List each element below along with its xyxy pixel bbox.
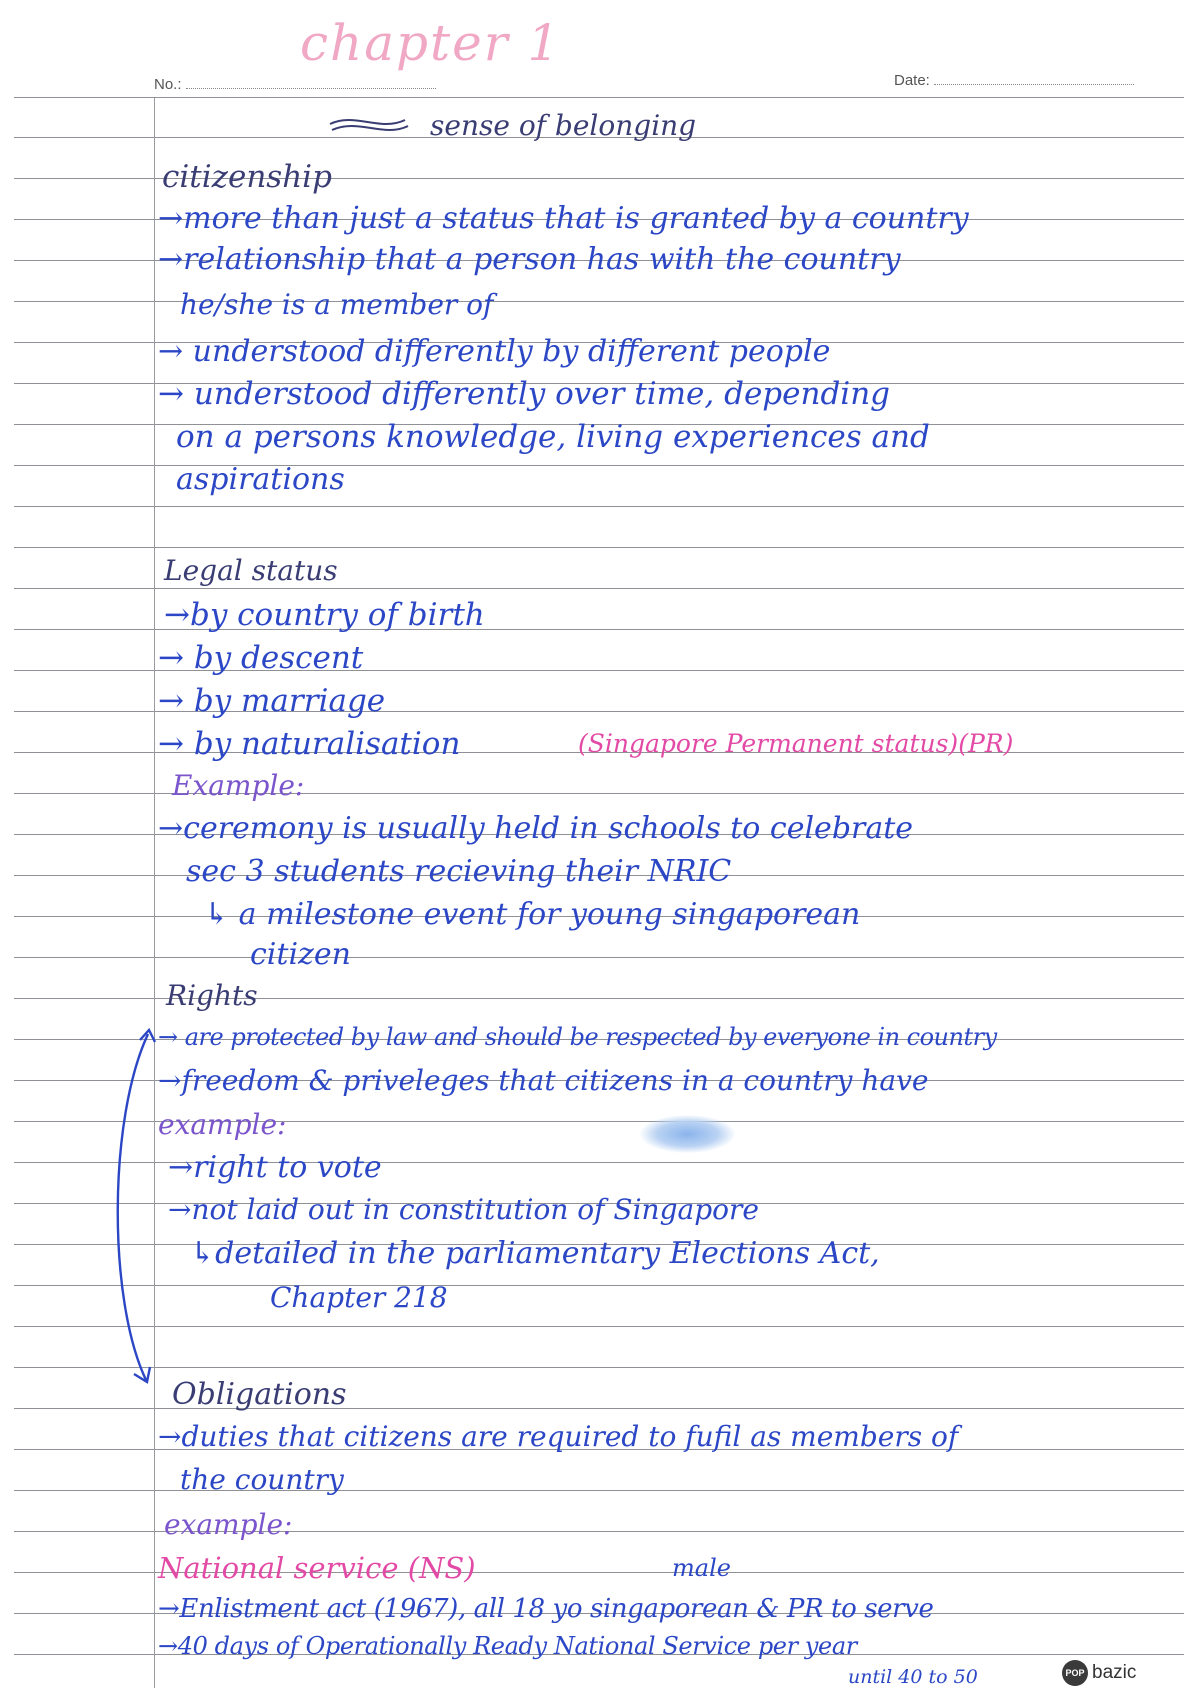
rights-example-1: →right to vote (168, 1150, 382, 1185)
obligations-example-1: →Enlistment act (1967), all 18 yo singaporean & PR to serve (158, 1594, 934, 1624)
brand-name: bazic (1092, 1662, 1137, 1683)
citizenship-line-6: on a persons knowledge, living experiences and (176, 419, 930, 455)
male-note: male (672, 1554, 731, 1582)
citizenship-heading: citizenship (162, 159, 332, 195)
legal-status-line-1: →by country of birth (164, 597, 485, 633)
citizenship-line-2: →relationship that a person has with the country (158, 242, 901, 277)
date-label: Date: (894, 72, 930, 89)
citizenship-line-4: → understood differently by different people (158, 334, 831, 369)
obligations-line-1: →duties that citizens are required to fufil as members of (158, 1420, 959, 1453)
rights-example-4: Chapter 218 (270, 1281, 448, 1314)
legal-status-example-3: ↳ a milestone event for young singaporean (204, 897, 861, 932)
rights-line-1: → are protected by law and should be respected by everyone in country (158, 1023, 997, 1051)
chapter-title: chapter 1 (300, 14, 562, 72)
brand-badge: POP (1062, 1660, 1088, 1686)
rights-example-2: →not laid out in constitution of Singapore (168, 1193, 759, 1226)
naturalisation-note: (Singapore Permanent status)(PR) (578, 729, 1014, 758)
national-service-label: National service (NS) (158, 1551, 476, 1585)
legal-status-line-4: → by naturalisation (158, 726, 461, 762)
obligations-example-label: example: (164, 1508, 293, 1541)
rights-example-label: example: (158, 1108, 287, 1141)
legal-status-example-label: Example: (172, 769, 305, 802)
rights-heading: Rights (166, 979, 258, 1012)
citizenship-line-5: → understood differently over time, depending (158, 376, 891, 412)
citizenship-line-1: →more than just a status that is granted by a country (158, 201, 969, 236)
citizenship-line-3: he/she is a member of (180, 288, 494, 321)
age-note: until 40 to 50 (848, 1666, 978, 1688)
legal-status-line-3: → by marriage (158, 683, 386, 719)
citizenship-line-7: aspirations (176, 462, 345, 497)
legal-status-example-1: →ceremony is usually held in schools to celebrate (158, 811, 914, 846)
number-label: No.: (154, 76, 182, 93)
legal-status-line-2: → by descent (158, 640, 364, 676)
obligations-line-2: the country (180, 1463, 344, 1496)
topic-heading: sense of belonging (430, 109, 697, 142)
rights-line-2: →freedom & priveleges that citizens in a country have (158, 1064, 929, 1097)
rights-example-3: ↳detailed in the parliamentary Elections Act, (190, 1236, 880, 1271)
legal-status-example-2: sec 3 students recieving their NRIC (186, 854, 732, 889)
obligations-example-2: →40 days of Operationally Ready National Service per year (158, 1632, 857, 1660)
obligations-heading: Obligations (172, 1377, 347, 1412)
legal-status-example-4: citizen (250, 937, 351, 972)
legal-status-heading: Legal status (164, 554, 338, 587)
brand-logo (1062, 1660, 1136, 1686)
